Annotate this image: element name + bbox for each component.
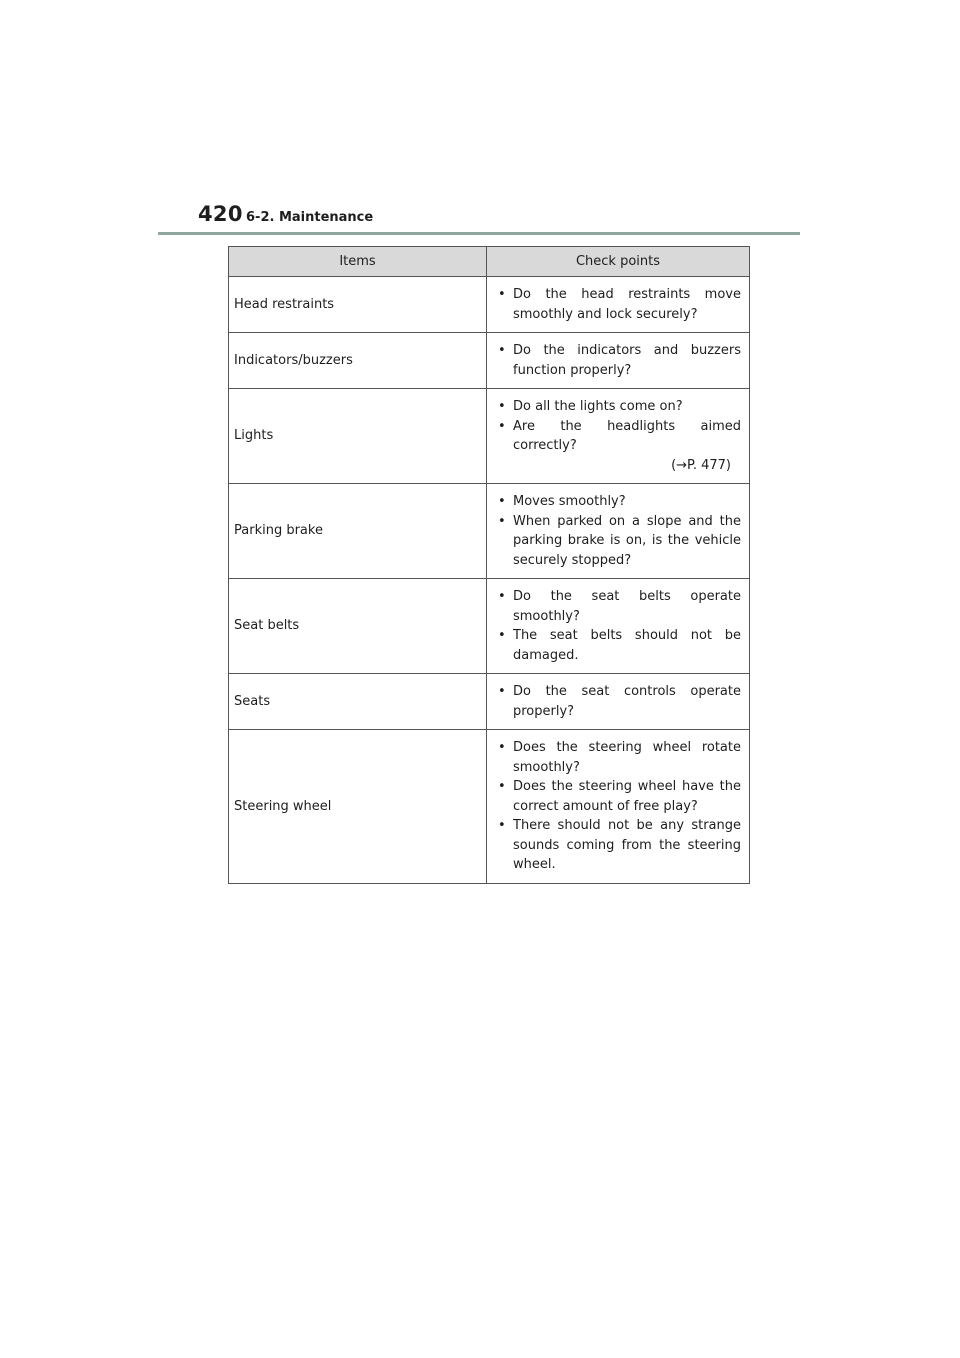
page-number: 420 <box>198 202 243 226</box>
item-cell: Head restraints <box>229 277 487 333</box>
check-points-list <box>495 682 741 721</box>
item-cell: Lights <box>229 389 487 484</box>
item-cell: Indicators/buzzers <box>229 333 487 389</box>
check-points-list <box>495 738 741 875</box>
check-points-list <box>495 587 741 665</box>
section-title: 6-2. Maintenance <box>246 210 374 225</box>
check-points-list <box>495 285 741 324</box>
check-points-cell <box>487 389 750 484</box>
item-cell: Parking brake <box>229 484 487 579</box>
check-point: • Do the indicators and buzzers function properly? <box>495 341 741 380</box>
check-point: • Do the seat controls operate properly? <box>495 682 741 721</box>
check-point: • Are the headlights aimed correctly? <box>495 417 741 456</box>
check-points-cell <box>487 579 750 674</box>
check-points-cell <box>487 730 750 884</box>
check-point: • There should not be any strange sounds coming from the steering wheel. <box>495 816 741 875</box>
column-header-check-points: Check points <box>487 247 750 277</box>
check-points-cell <box>487 484 750 579</box>
table-row <box>229 277 750 333</box>
check-points-table <box>228 246 750 884</box>
check-point: • When parked on a slope and the parking brake is on, is the vehicle securely stopped? <box>495 512 741 571</box>
item-cell: Seats <box>229 674 487 730</box>
check-point: • Do the seat belts operate smoothly? <box>495 587 741 626</box>
check-point: • Do the head restraints move smoothly and lock securely? <box>495 285 741 324</box>
check-points-cell <box>487 333 750 389</box>
table-row <box>229 674 750 730</box>
check-points-list <box>495 492 741 570</box>
table-row <box>229 730 750 884</box>
table-row <box>229 484 750 579</box>
page-reference: (→P. 477) <box>671 457 731 473</box>
check-point: • Do all the lights come on? <box>495 397 741 417</box>
table-header-row <box>229 247 750 277</box>
table-row <box>229 389 750 484</box>
check-point: • Moves smoothly? <box>495 492 741 512</box>
check-points-list <box>495 397 741 456</box>
table-row <box>229 579 750 674</box>
check-points-cell <box>487 277 750 333</box>
check-point: • The seat belts should not be damaged. <box>495 626 741 665</box>
table-row <box>229 333 750 389</box>
check-points-cell <box>487 674 750 730</box>
check-point: • Does the steering wheel rotate smoothly? <box>495 738 741 777</box>
item-cell: Steering wheel <box>229 730 487 884</box>
item-cell: Seat belts <box>229 579 487 674</box>
header-divider <box>158 232 800 235</box>
check-points-list <box>495 341 741 380</box>
column-header-items: Items <box>229 247 487 277</box>
check-point: • Does the steering wheel have the correct amount of free play? <box>495 777 741 816</box>
